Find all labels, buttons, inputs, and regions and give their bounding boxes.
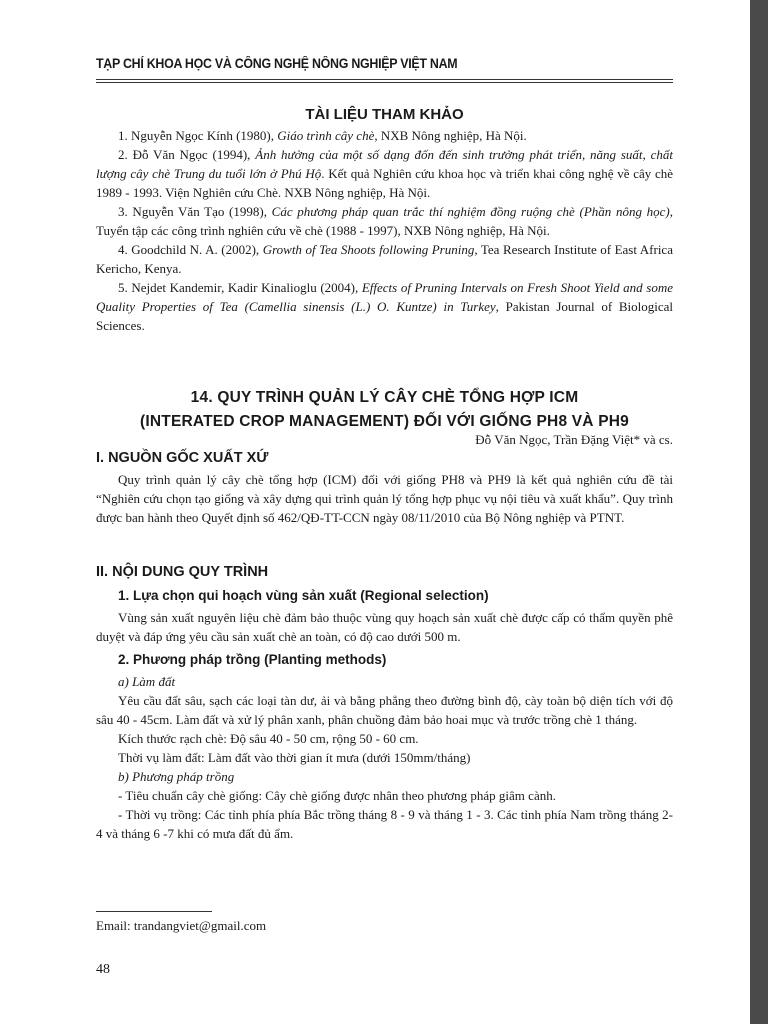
subsection-2-2-heading: 2. Phương pháp trồng (Planting methods): [118, 652, 387, 667]
reference-item: 3. Nguyễn Văn Tạo (1998), Các phương pháp quan trắc thí nghiệm đồng ruộng chè (Phần nông học), Tuyển tập các công trình nghiên cứu về chè (1988 - 1997), NXB Nông nghiệp, Hà Nội.: [96, 204, 674, 238]
section-2-heading: II. NỘI DUNG QUY TRÌNH: [96, 564, 269, 580]
references-list: [96, 126, 673, 335]
article-authors: Đỗ Văn Ngọc, Trần Đặng Việt* và cs.: [475, 432, 673, 447]
page-edge-shadow: [750, 0, 768, 1024]
page-number: 48: [96, 962, 110, 977]
sub-b-heading: b) Phương pháp trồng: [118, 769, 235, 784]
sub-a-text-3: Thời vụ làm đất: Làm đất vào thời gian ít mưa (dưới 150mm/tháng): [118, 750, 471, 765]
article-title-line-1: 14. QUY TRÌNH QUẢN LÝ CÂY CHÈ TỔNG HỢP ICM: [190, 389, 579, 406]
footnote-email: Email: trandangviet@gmail.com: [96, 918, 267, 933]
article-title-line-2: (INTERATED CROP MANAGEMENT) ĐỐI VỚI GIỐNG PH8 VÀ PH9: [140, 413, 629, 430]
article-title: [96, 386, 673, 434]
sub-a-text-2: Kích thước rạch chè: Độ sâu 40 - 50 cm, rộng 50 - 60 cm.: [118, 731, 419, 746]
sub-b-text-2: - Thời vụ trồng: Các tỉnh phía phía Bắc trồng tháng 8 - 9 và tháng 1 - 3. Các tỉnh phía Nam trồng tháng 2- 4 và tháng 6 -7 khi có mưa đất đủ ẩm.: [96, 807, 673, 841]
references-title: TÀI LIỆU THAM KHẢO: [305, 106, 464, 123]
reference-item: 5. Nejdet Kandemir, Kadir Kinalioglu (2004), Effects of Pruning Intervals on Fresh Shoot Yield and some Quality Properties of Tea (Camellia sinensis (L.) O. Kuntze) in Turkey, Pakistan Journal of Biological Sciences.: [96, 280, 674, 333]
subsection-2-1-heading: 1. Lựa chọn qui hoạch vùng sản xuất (Regional selection): [118, 588, 489, 603]
reference-item: 1. Nguyễn Ngọc Kính (1980), Giáo trình cây chè, NXB Nông nghiệp, Hà Nội.: [118, 128, 527, 143]
sub-a-heading: a) Làm đất: [118, 674, 176, 689]
subsection-2-2-body: [96, 672, 673, 843]
header-rule-top: [96, 79, 673, 80]
subsection-2-1-body: Vùng sản xuất nguyên liệu chè đảm bảo thuộc vùng quy hoạch sản xuất chè được cấp có thẩm quyền phê duyệt và đáp ứng yêu cầu sản xuất chè an toàn, có độ cao dưới 500 m.: [96, 610, 673, 644]
sub-b-text-1: - Tiêu chuẩn cây chè giống: Cây chè giống được nhân theo phương pháp giâm cành.: [118, 788, 556, 803]
section-1-heading: I. NGUỒN GỐC XUẤT XỨ: [96, 450, 269, 466]
section-1-body: Quy trình quản lý cây chè tổng hợp (ICM) đối với giống PH8 và PH9 là kết quả nghiên cứu đề tài “Nghiên cứu chọn tạo giống và xây dựng qui trình quản lý tổng hợp phục vụ nội tiêu và xuất khẩu”. Quy trình được ban hành theo Quyết định số 462/QĐ-TT-CCN ngày 08/11/2010 của Bộ Nông nghiệp và PTNT.: [96, 472, 673, 525]
footnote-rule: [96, 911, 212, 912]
sub-a-text-1: Yêu cầu đất sâu, sạch các loại tàn dư, ải và bằng phẳng theo đường bình độ, cày toàn bộ diện tích với độ sâu 40 - 45cm. Làm đất và xử lý phân xanh, phân chuồng đảm bảo hoai mục và trước trồng chè 1 tháng.: [96, 693, 673, 727]
journal-header: TẠP CHÍ KHOA HỌC VÀ CÔNG NGHỆ NÔNG NGHIỆP VIỆT NAM: [96, 56, 458, 71]
reference-item: 2. Đỗ Văn Ngọc (1994), Ảnh hưởng của một số dạng đốn đến sinh trưởng phát triển, năng suất, chất lượng cây chè Trung du tuổi lớn ở Phú Hộ. Kết quả Nghiên cứu khoa học và triển khai công nghệ về cây chè 1989 - 1993. Viện Nghiên cứu Chè. NXB Nông nghiệp, Hà Nội.: [96, 147, 673, 200]
header-rule-bottom: [96, 82, 673, 83]
reference-item: 4. Goodchild N. A. (2002), Growth of Tea Shoots following Pruning, Tea Research Institute of East Africa Kericho, Kenya.: [96, 242, 673, 276]
